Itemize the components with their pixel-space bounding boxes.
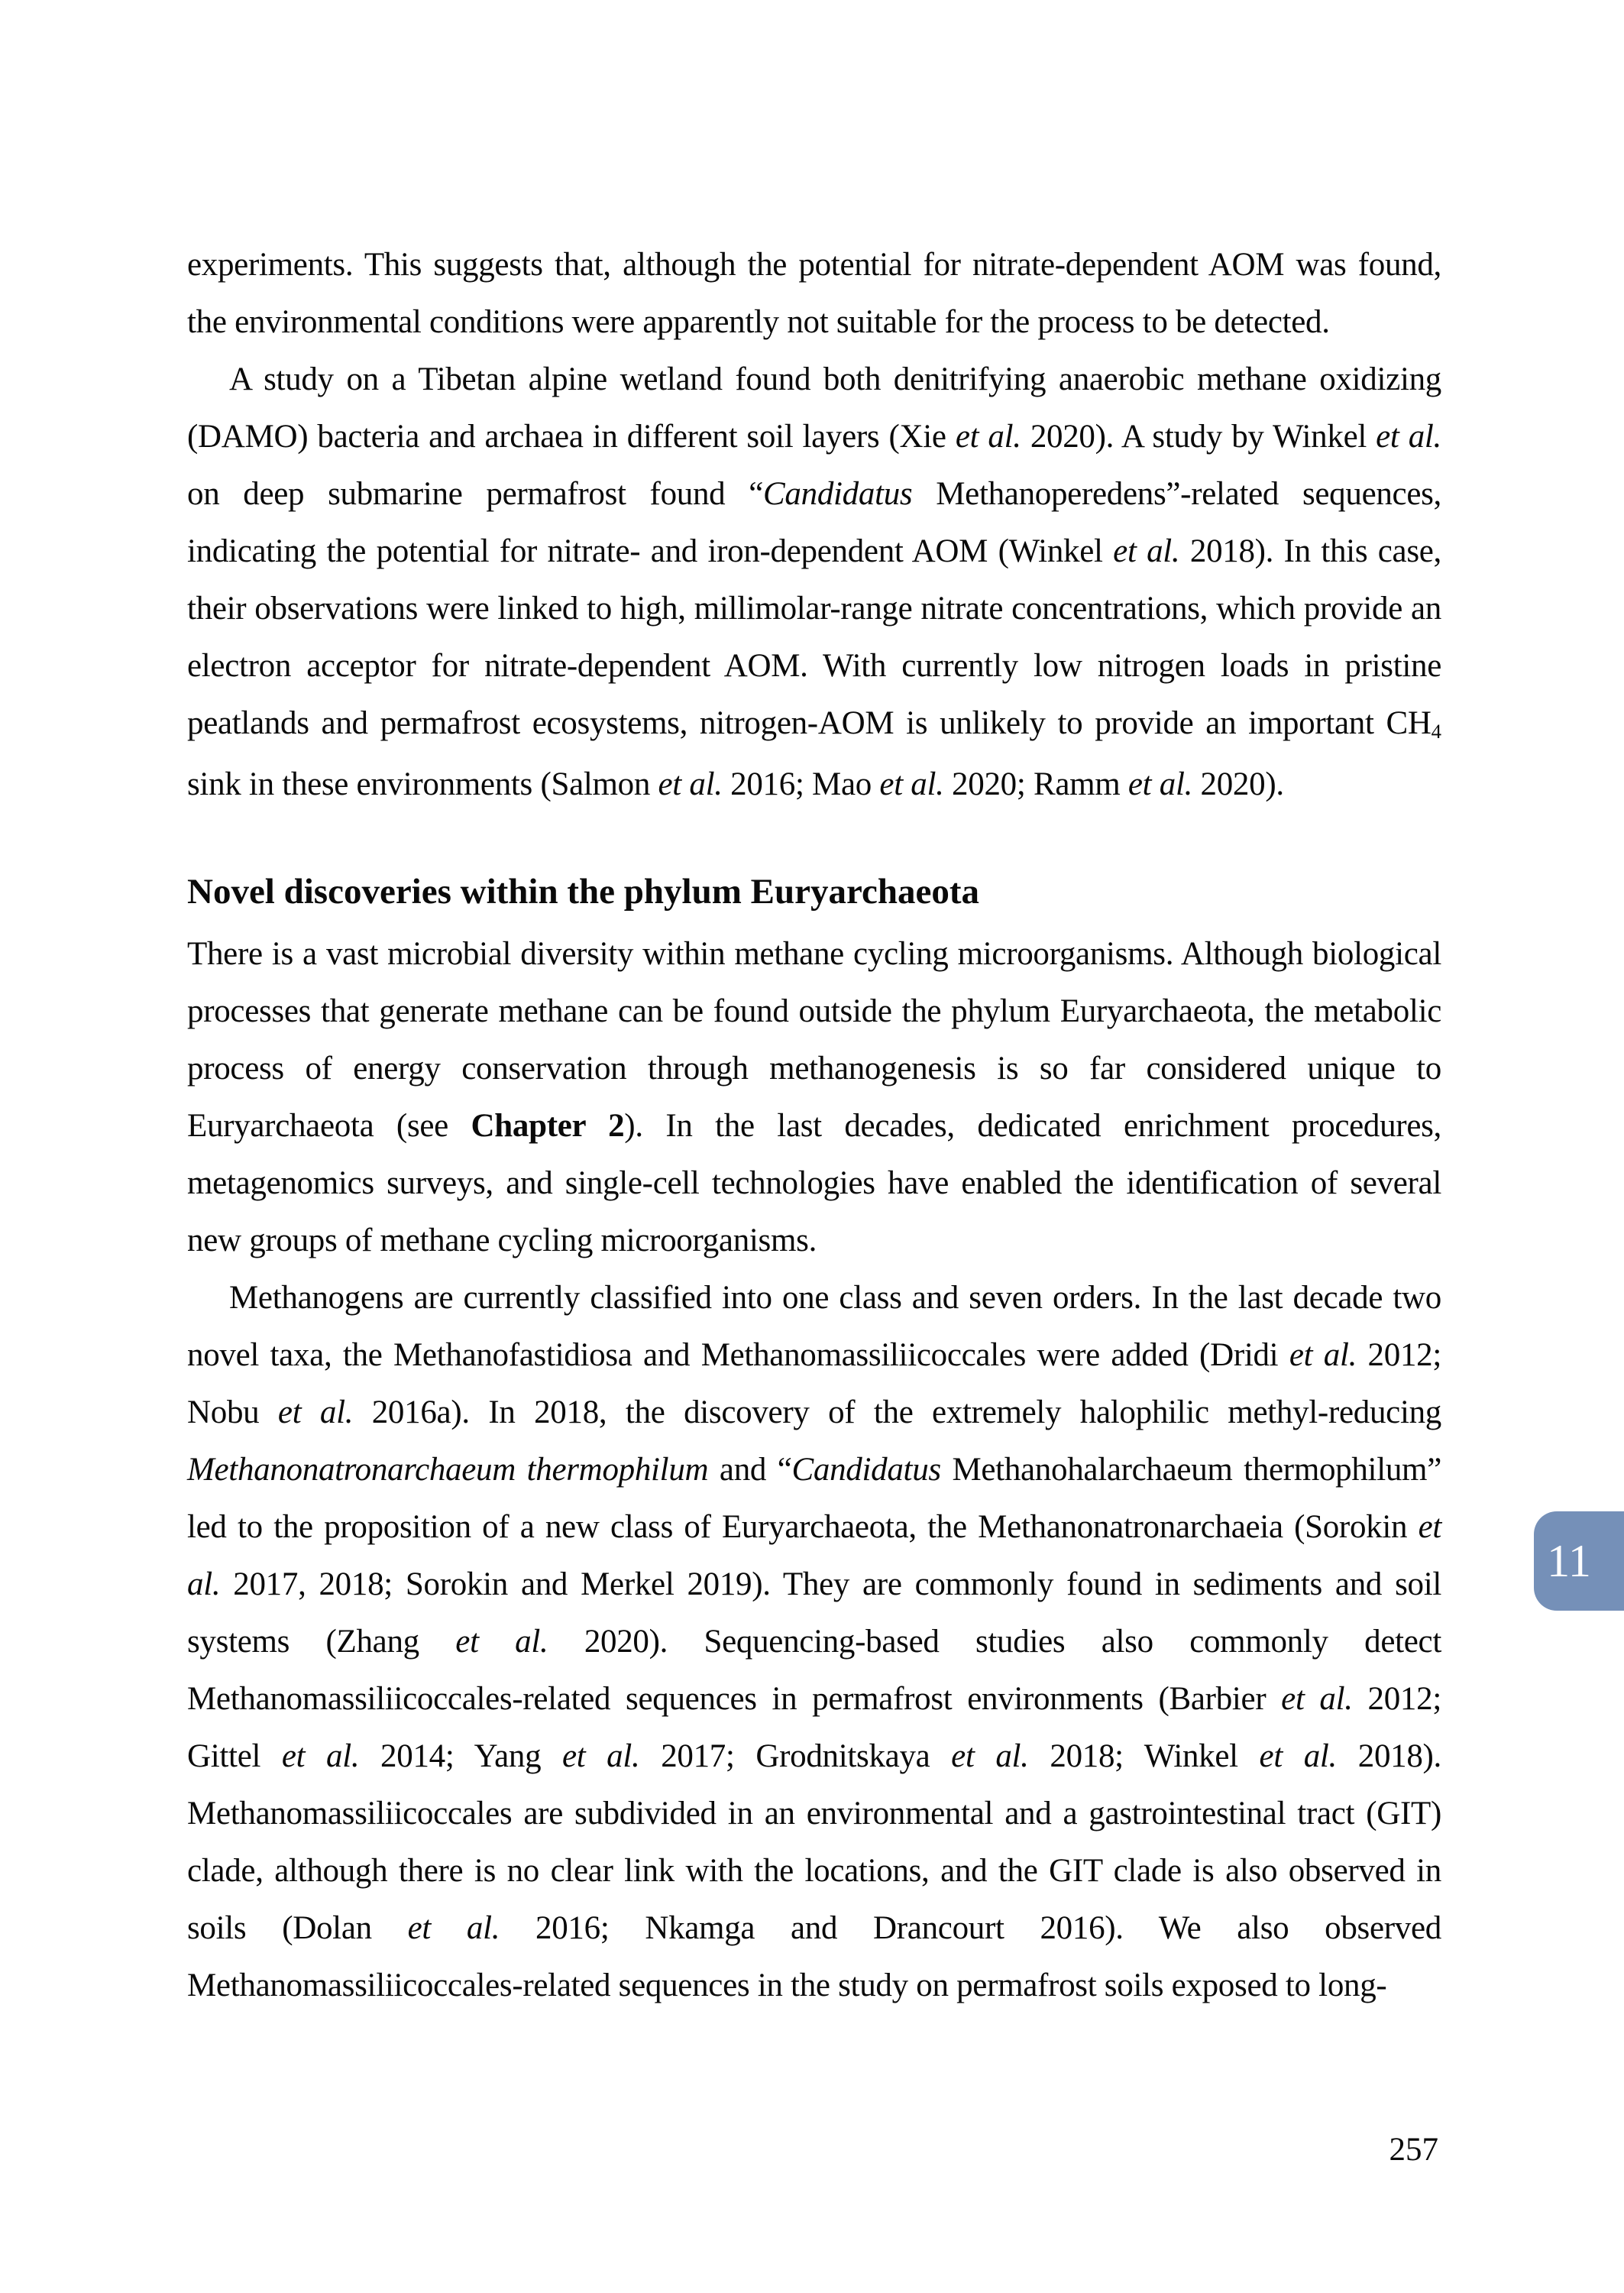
text-segment: 2017; Grodnitskaya [639,1738,952,1774]
text-segment: et al. [187,1509,1441,1602]
text-segment: 2014; Yang [359,1738,562,1774]
paragraph [187,1269,1441,2014]
chapter-tab [1534,1511,1624,1611]
text-segment: Candidatus [791,1452,941,1488]
text-segment: on deep submarine permafrost found “ [187,476,764,512]
section-heading: Novel discoveries within the phylum Euryarchaeota [187,872,980,912]
text-segment: Chapter 2 [471,1108,625,1144]
text-segment: Methanogens are currently classified into one class and seven orders. In the last decade two novel taxa, the Methanofastidiosa and Methanomassiliicoccales were added (Dridi [187,1280,1441,1373]
text-segment: 2018; Winkel [1028,1738,1260,1774]
text-segment: et al. [879,766,944,802]
text-segment: 2017, 2018; Sorokin and Merkel 2019). They are commonly found in sediments and soil systems (Zhang [187,1566,1441,1660]
text-segment: 2016; Mao [722,766,880,802]
text-segment: 4 [1431,719,1441,743]
text-segment: 2020; Ramm [943,766,1128,802]
text-segment: ). In the last decades, dedicated enrichment procedures, metagenomics surveys, and single-cell technologies have enabled the identification of several new groups of methane cycling microorganisms. [187,1108,1441,1258]
text-segment: et al. [562,1738,640,1774]
paragraph [187,351,1441,813]
text-segment: Methanoperedens”-related sequences, indicating the potential for nitrate- and iron-dependent AOM (Winkel [187,476,1442,569]
text-segment: experiments. This suggests that, although the potential for nitrate-dependent AOM was found, the environmental conditions were apparently not suitable for the process to be detected. [187,247,1441,340]
text-segment: et al. [1376,419,1442,455]
text-column [187,0,1441,2014]
paragraph [187,236,1441,351]
text-segment: et al. [1281,1681,1353,1717]
text-segment: and “ [708,1452,792,1488]
text-segment: 2018). In this case, their observations were linked to high, millimolar-range nitrate concentrations, which provide an electron acceptor for nitrate-dependent AOM. With currently low nitrogen loads in pristine peatlands and permafrost ecosystems, nitrogen-AOM is unlikely to provide an important CH [187,533,1441,741]
text-segment: et al. [1259,1738,1338,1774]
text-segment: Methanohalarchaeum thermophilum” led to the proposition of a new class of Euryarchaeota, the Methanonatronarchaeia (Sorokin [187,1452,1441,1545]
text-segment: 2020). A study by Winkel [1021,419,1377,455]
text-segment: 2020). Sequencing-based studies also commonly detect Methanomassiliicoccales-related sequences in permafrost environments (Barbier [187,1624,1441,1717]
text-segment: 2012; Gittel [187,1681,1441,1774]
text-segment: There is a vast microbial diversity within methane cycling microorganisms. Although biological processes that generate methane can be found outside the phylum Euryarchaeota, the metabolic process of energy conservation through methanogenesis is so far considered unique to Euryarchaeota (see [187,936,1441,1144]
text-segment: et al. [1127,766,1193,802]
text-segment: 2016a). In 2018, the discovery of the extremely halophilic methyl-reducing [353,1394,1441,1430]
text-segment: et al. [455,1624,548,1660]
text-segment: et al. [955,419,1021,455]
text-segment: et al. [658,766,723,802]
text-segment: et al. [281,1738,360,1774]
chapter-number-label: 11 [1547,1536,1591,1586]
text-segment: A study on a Tibetan alpine wetland found both denitrifying anaerobic methane oxidizing (DAMO) bacteria and archaea in different soil layers (Xie [187,361,1441,455]
paragraph [187,925,1441,1269]
text-segment: et al. [1113,533,1180,569]
text-segment: sink in these environments (Salmon [187,766,658,802]
text-segment: 2018). Methanomassiliicoccales are subdivided in an environmental and a gastrointestinal tract (GIT) clade, although there is no clear link with the locations, and the GIT clade is also observed in soils (Dolan [187,1738,1442,1946]
text-segment: et al. [407,1910,500,1946]
text-segment: et al. [951,1738,1029,1774]
text-segment: Methanonatronarchaeum thermophilum [187,1452,709,1488]
text-segment: et al. [277,1394,354,1430]
text-segment: Candidatus [763,476,913,512]
text-segment: 2012; Nobu [187,1337,1441,1430]
text-segment: 2016; Nkamga and Drancourt 2016). We also observed Methanomassiliicoccales-related sequences in the study on permafrost soils exposed to long- [187,1910,1441,2003]
text-segment: et al. [1289,1337,1357,1373]
text-segment: 2020). [1192,766,1284,802]
page-number: 257 [1389,2132,1438,2168]
